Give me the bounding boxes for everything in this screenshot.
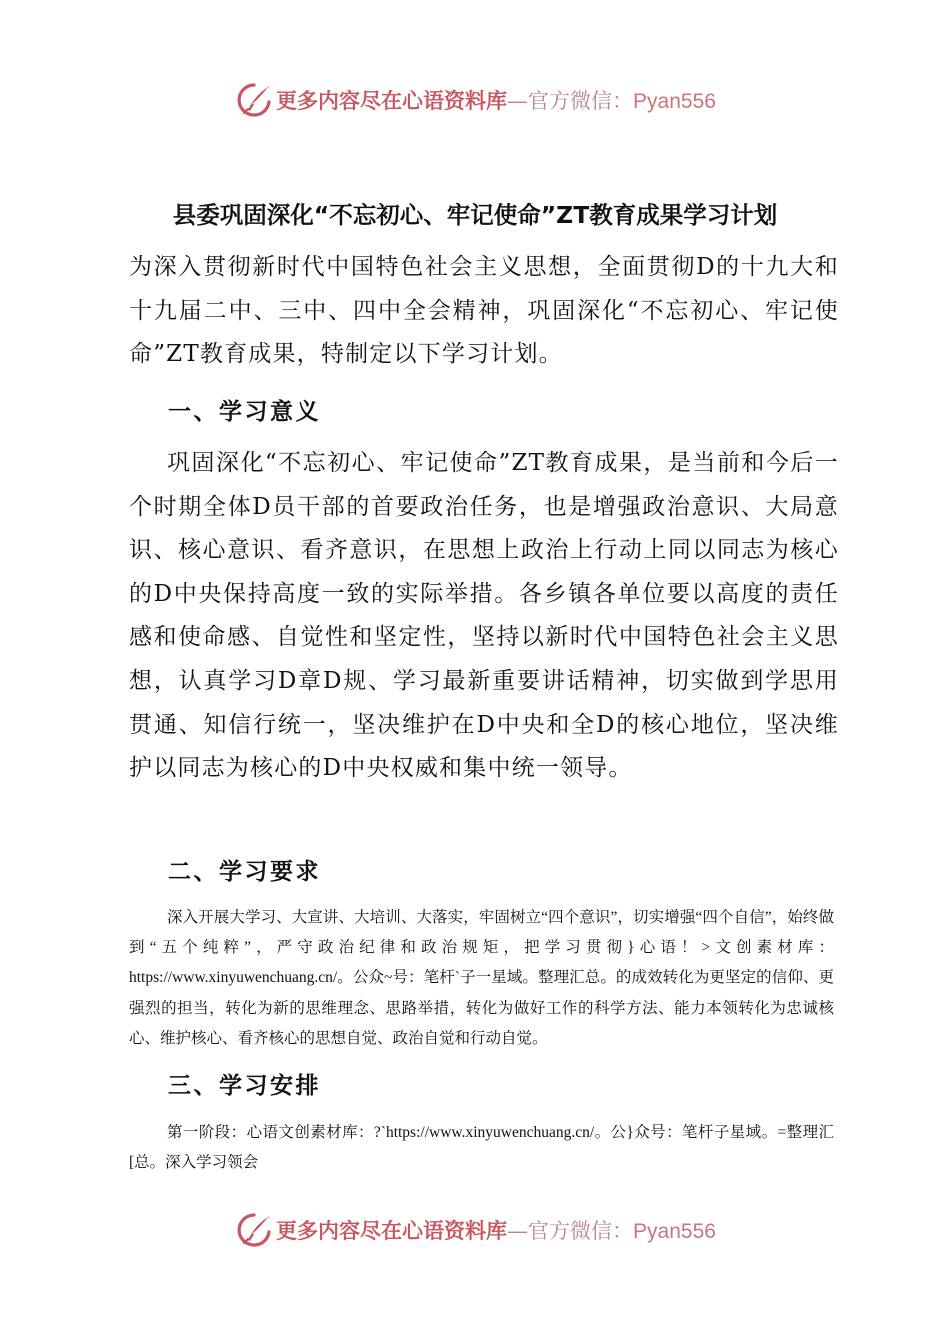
- section2-paragraph: 深入开展大学习、大宣讲、大培训、大落实，牢固树立“四个意识”，切实增强“四个自信”，始终做到“五个纯粹”，严守政治纪律和政治规矩，把学习贯彻}心语！>文创素材库：https://www.xinyuwenchuang.cn/。公众~号：笔杆`子一星域。整理汇总。的成效转化为更坚定的信仰、更强烈的担当，转化为新的思维理念、思路举措，转化为做好工作的科学方法、能力本领转化为忠诚核心、维护核心、看齐核心的思想自觉、政治自觉和行动自觉。: [129, 909, 834, 1047]
- banner-text: [276, 85, 716, 115]
- quill-pen-circle-icon: [234, 80, 274, 120]
- section2-heading: 二、学习要求: [168, 859, 321, 885]
- section3-heading: 三、学习安排: [168, 1073, 321, 1099]
- banner-text: [276, 1215, 716, 1245]
- document-title: 县委巩固深化“不忘初心、牢记使命”ZT教育成果学习计划: [172, 201, 778, 229]
- intro-paragraph: 为深入贯彻新时代中国特色社会主义思想，全面贯彻D的十九大和十九届二中、三中、四中全会精神，巩固深化“不忘初心、牢记使命”ZT教育成果，特制定以下学习计划。: [129, 254, 839, 368]
- banner-slogan: 更多内容尽在心语资料库: [276, 88, 508, 113]
- banner-wechat-label: —官方微信：: [507, 89, 634, 113]
- footer-banner: [0, 1208, 950, 1252]
- quill-pen-circle-icon: [234, 1210, 274, 1250]
- banner-wechat-label: —官方微信：: [507, 1219, 634, 1243]
- header-banner: [0, 78, 950, 122]
- banner-wechat-id: Pyan556: [633, 90, 716, 113]
- banner-slogan: 更多内容尽在心语资料库: [276, 1218, 508, 1243]
- section3-paragraph: 第一阶段：心语文创素材库：?`https://www.xinyuwenchuang.cn/。公}众号：笔杆子星域。=整理汇[总。深入学习领会: [129, 1124, 834, 1172]
- section1-heading: 一、学习意义: [168, 399, 321, 425]
- section1-paragraph: 巩固深化“不忘初心、牢记使命”ZT教育成果，是当前和今后一个时期全体D员干部的首要政治任务，也是增强政治意识、大局意识、核心意识、看齐意识，在思想上政治上行动上同以同志为核心的D中央保持高度一致的实际举措。各乡镇各单位要以高度的责任感和使命感、自觉性和坚定性，坚持以新时代中国特色社会主义思想，认真学习D章D规、学习最新重要讲话精神，切实做到学思用贯通、知信行统一，坚决维护在D中央和全D的核心地位，坚决维护以同志为核心的D中央权威和集中统一领导。: [129, 450, 839, 782]
- banner-wechat-id: Pyan556: [633, 1220, 716, 1243]
